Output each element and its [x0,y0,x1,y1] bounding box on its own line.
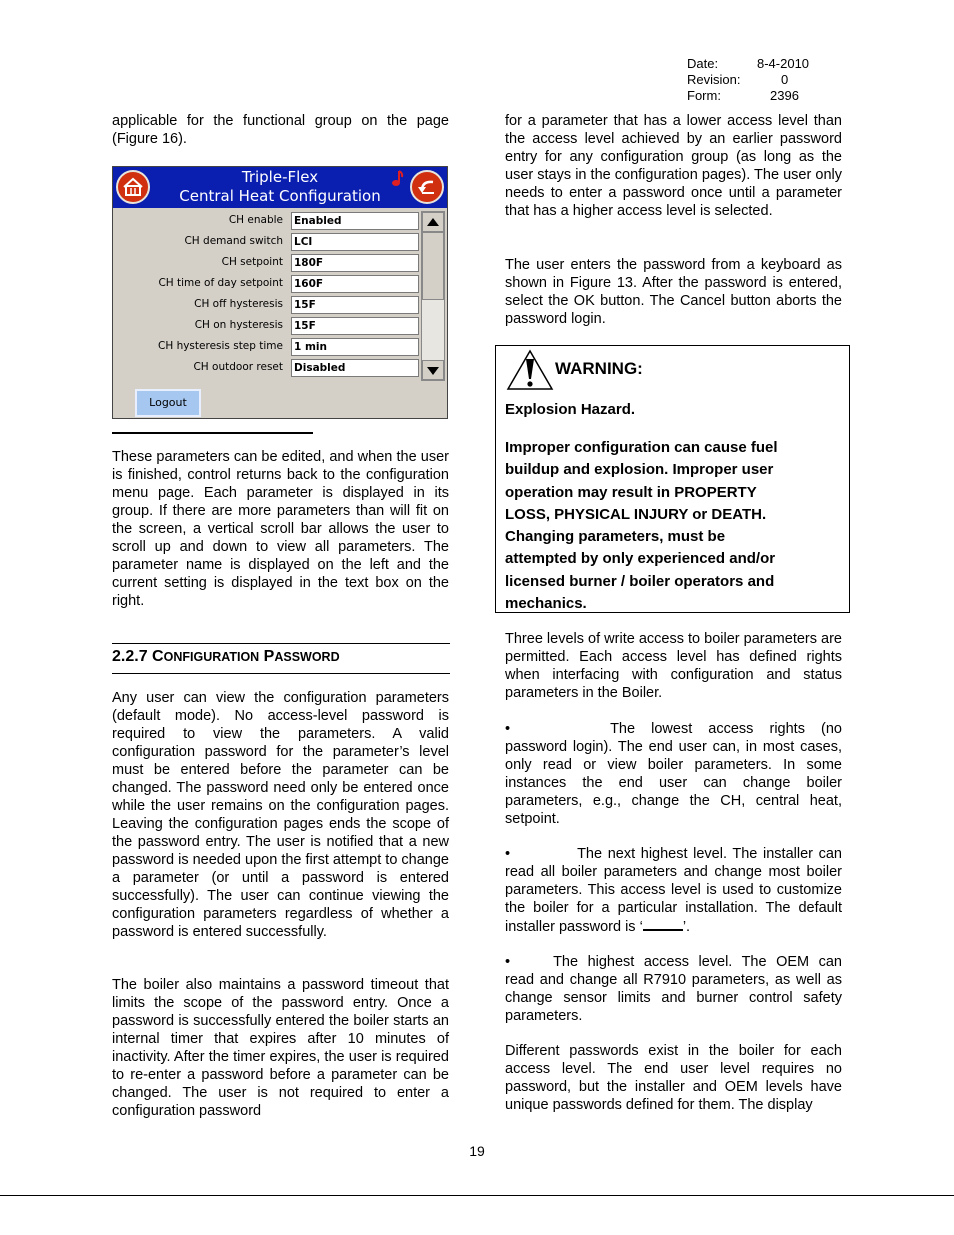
param-value-box[interactable]: 15F [291,317,419,335]
warning-box [495,345,850,613]
parameters-paragraph: These parameters can be edited, and when the user is finished, control returns back to the configuration menu page. Each parameter is displayed in its group. If there are more parameters than will fit on the screen, a vertical scroll bar allows the user to scroll up and down to view all parameters. The parameter name is displayed on the left and the current setting is displayed in the text box on the right. [112,449,449,609]
home-button[interactable] [116,170,150,204]
warning-body [505,437,845,615]
bullet-text: The highest access level. The OEM can read and change all R7910 parameters, as well as change sensor limits and burner control safety parameters. [505,954,842,1024]
form-value: 2396 [770,88,799,103]
triangle-up-icon [427,218,439,226]
vertical-scrollbar[interactable] [421,211,445,381]
param-value-box[interactable]: LCI [291,233,419,251]
bullet-text-end: ’. [682,919,691,935]
param-label: CH off hysteresis [194,298,283,310]
warning-line: attempted by only experienced and/or [505,550,776,568]
param-label: CH time of day setpoint [158,277,283,289]
section-rule-top [112,643,450,644]
figure-caption-rule [112,432,313,434]
date-label: Date: [687,56,719,71]
section-heading-cap: P [263,648,275,665]
warning-line: mechanics. [505,595,587,613]
section-heading-rest: ASSWORD [274,650,340,664]
param-label: CH outdoor reset [193,361,283,373]
screen-titlebar [113,167,447,208]
revision-value: 0 [781,72,789,87]
warning-line: licensed burner / boiler operators and [505,572,775,590]
back-arrow-icon [417,177,437,197]
form-label: Form: [687,88,721,103]
scroll-up-button[interactable] [422,212,444,232]
different-passwords-paragraph: Different passwords exist in the boiler for each access level. The end user level requires no password, but the installer and OEM levels have unique passwords defined for them. The display [505,1043,842,1113]
section-heading [112,648,340,666]
section-heading-rest: ONFIGURATION [163,650,260,664]
warning-line: Improper configuration can cause fuel [505,439,778,456]
warning-title: WARNING: [555,359,643,378]
param-value-box[interactable]: 180F [291,254,419,272]
scroll-thumb[interactable] [422,232,444,300]
bullet-installer [505,845,842,936]
timeout-paragraph: The boiler also maintains a password timeout that limits the scope of the password entry. Once a password is successfully entered the boiler starts an internal timer that expires after 10 minutes of inactivity. After the timer expires, the user is required to re-enter a password before a parameter can be changed. The user is not required to enter a configuration password [112,977,449,1119]
logout-button[interactable]: Logout [135,389,201,417]
central-heat-config-screen [112,166,448,419]
param-label: CH enable [228,214,283,226]
bullet-oem [505,953,842,1025]
triangle-down-icon [427,367,439,375]
revision-label: Revision: [687,72,741,87]
keyboard-paragraph: The user enters the password from a keyboard as shown in Figure 13. After the password is entered, select the OK button. The Cancel button aborts the password login. [505,257,842,327]
warning-line: operation may result in PROPERTY [505,483,757,501]
bullet-mark: • [505,721,511,737]
param-value-box[interactable]: 160F [291,275,419,293]
section-rule-bottom [112,673,450,674]
password-paragraph: Any user can view the configuration parameters (default mode). No access-level password is required to view the parameters. A valid configuration password for the parameter’s level must be entered before the parameter can be changed. The password need only be entered once while the user remains on the configuration pages. Leaving the configuration pages ends the scope of the password entry. The user is notified that a new password is needed upon the first attempt to change a parameter (or until a password is entered successfully). The user can continue viewing the configuration parameters regardless of whether a password is entered successfully. [112,690,449,940]
back-button[interactable] [410,170,444,204]
warning-line: buildup and explosion. Improper user [505,461,774,479]
section-number: 2.2.7 [112,648,148,665]
screen-title-line1: Triple-Flex [241,168,319,186]
screen-title-line2: Central Heat Configuration [179,187,381,205]
bullet-end-user [505,720,842,828]
bullet-text: The next highest level. The installer can read all boiler parameters and change most boiler parameters. This access level is used to customize the boiler for a particular installation. The default installer password is ‘ [505,846,842,935]
date-value: 8-4-2010 [757,56,810,71]
page-number: 19 [469,1143,485,1159]
param-value-box[interactable]: Enabled [291,212,419,230]
section-heading-cap: C [152,648,164,665]
footer-rule [0,1195,954,1196]
bullet-mark: • [505,954,511,970]
param-value-box[interactable]: 15F [291,296,419,314]
param-label: CH demand switch [184,235,283,247]
scroll-down-button[interactable] [422,360,444,380]
param-label: CH on hysteresis [194,319,283,331]
intro-paragraph: applicable for the functional group on the page (Figure 16). [112,113,449,147]
music-note-icon [389,169,405,187]
bullet-mark: • [505,846,511,862]
write-access-paragraph: Three levels of write access to boiler parameters are permitted. Each access level has defined rights when interfacing with configuration and status parameters in the Boiler. [505,631,842,701]
warning-hazard: Explosion Hazard. [505,401,636,418]
bullet-text: The lowest access rights (no password login). The end user can, in most cases, only read or view boiler parameters. In some instances the end user can change boiler parameters, e.g., change the CH, central heat, setpoint. [505,721,842,827]
warning-line: Changing parameters, must be [505,528,726,546]
access-level-paragraph: for a parameter that has a lower access level than the access level achieved by an earlier password entry for any configuration group (as long as the user stays in the configuration pages). The user only needs to enter a password once until a parameter that has a higher access level is selected. [505,113,842,219]
warning-triangle-icon [506,349,554,391]
warning-line: LOSS, PHYSICAL INJURY or DEATH. [505,505,767,523]
param-label: CH setpoint [221,256,283,268]
param-value-box[interactable]: Disabled [291,359,419,377]
param-value-box[interactable]: 1 min [291,338,419,356]
password-blank [643,917,683,931]
param-label: CH hysteresis step time [158,340,283,352]
home-icon [123,177,143,197]
